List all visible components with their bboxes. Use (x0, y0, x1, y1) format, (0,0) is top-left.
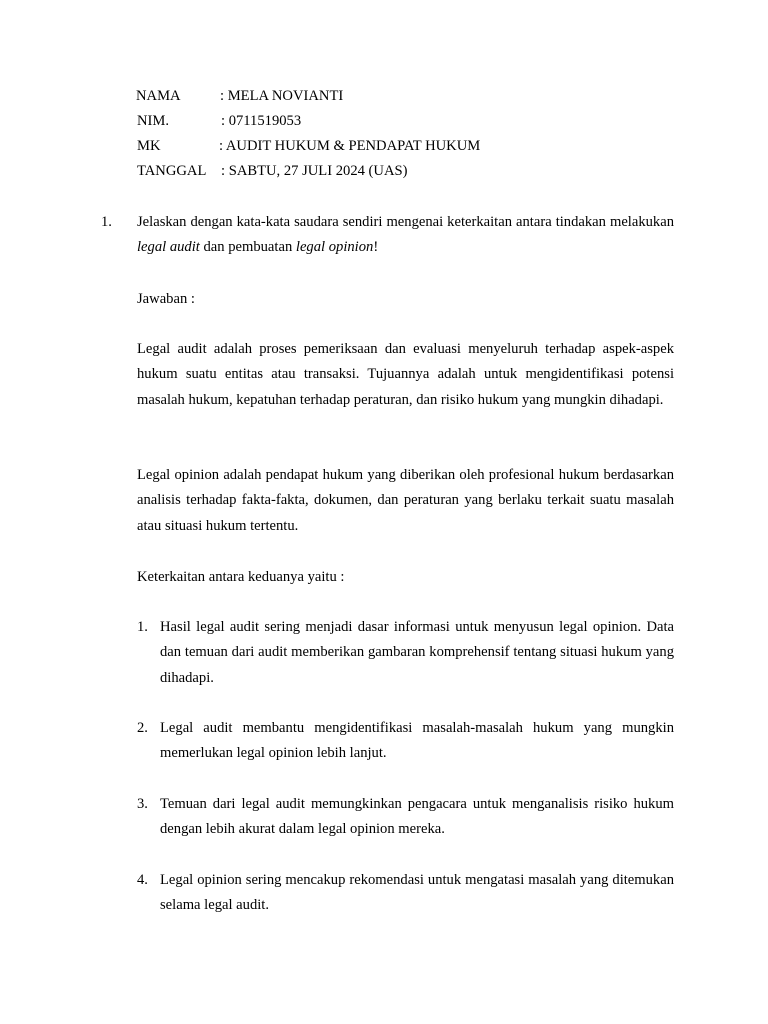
list-item-text: Hasil legal audit sering menjadi dasar informasi untuk menyusun legal opinion. Data dan temuan dari audit memberikan gambaran komprehensif tentang situasi hukum yang dihadapi. (160, 619, 674, 686)
question-text-part: dan pembuatan (199, 239, 296, 256)
list-item-number: 4. (137, 872, 148, 888)
nama-value: : MELA NOVIANTI (220, 88, 344, 104)
tanggal-value: : SABTU, 27 JULI 2024 (UAS) (221, 163, 408, 179)
list-item-text: Legal audit membantu mengidentifikasi masalah-masalah hukum yang mungkin memerlukan legal opinion lebih lanjut. (160, 720, 674, 762)
list-item (137, 792, 674, 843)
list-item-number: 1. (137, 619, 148, 635)
answer-label: Jawaban : (137, 291, 195, 307)
question-number: 1. (101, 214, 112, 230)
list-item-text: Temuan dari legal audit memungkinkan pengacara untuk menganalisis risiko hukum dengan lebih akurat dalam legal opinion mereka. (160, 796, 674, 838)
answer-paragraph-legal-audit: Legal audit adalah proses pemeriksaan dan evaluasi menyeluruh terhadap aspek-aspek hukum suatu entitas atau transaksi. Tujuannya adalah untuk mengidentifikasi potensi masalah hukum, kepatuhan terhadap peraturan, dan risiko hukum yang mungkin dihadapi. (137, 341, 674, 408)
answer-paragraph-legal-opinion: Legal opinion adalah pendapat hukum yang diberikan oleh profesional hukum berdasarkan analisis terhadap fakta-fakta, dokumen, dan peraturan yang berlaku terkait suatu masalah atau situasi hukum tertentu. (137, 467, 674, 534)
question-text-part: Jelaskan dengan kata-kata saudara sendiri mengenai keterkaitan antara tindakan melakukan (137, 214, 674, 230)
nim-label: NIM. (137, 113, 170, 129)
mk-label: MK (137, 138, 161, 154)
relation-label: Keterkaitan antara keduanya yaitu : (137, 569, 345, 585)
list-item-text: Legal opinion sering mencakup rekomendasi untuk mengatasi masalah yang ditemukan selama legal audit. (160, 872, 674, 914)
question-emphasis-legal-audit: legal audit (137, 239, 200, 256)
question-emphasis-legal-opinion: legal opinion (295, 239, 374, 256)
list-item (137, 615, 674, 691)
question-text-part: ! (373, 239, 379, 256)
tanggal-label: TANGGAL (137, 163, 207, 179)
list-item (137, 868, 674, 919)
question-text (137, 210, 674, 261)
list-item (137, 716, 674, 767)
list-item-number: 2. (137, 720, 148, 736)
nim-value: : 0711519053 (221, 113, 302, 129)
list-item-number: 3. (137, 796, 148, 812)
mk-value: : AUDIT HUKUM & PENDAPAT HUKUM (219, 138, 481, 154)
nama-label: NAMA (136, 88, 181, 104)
